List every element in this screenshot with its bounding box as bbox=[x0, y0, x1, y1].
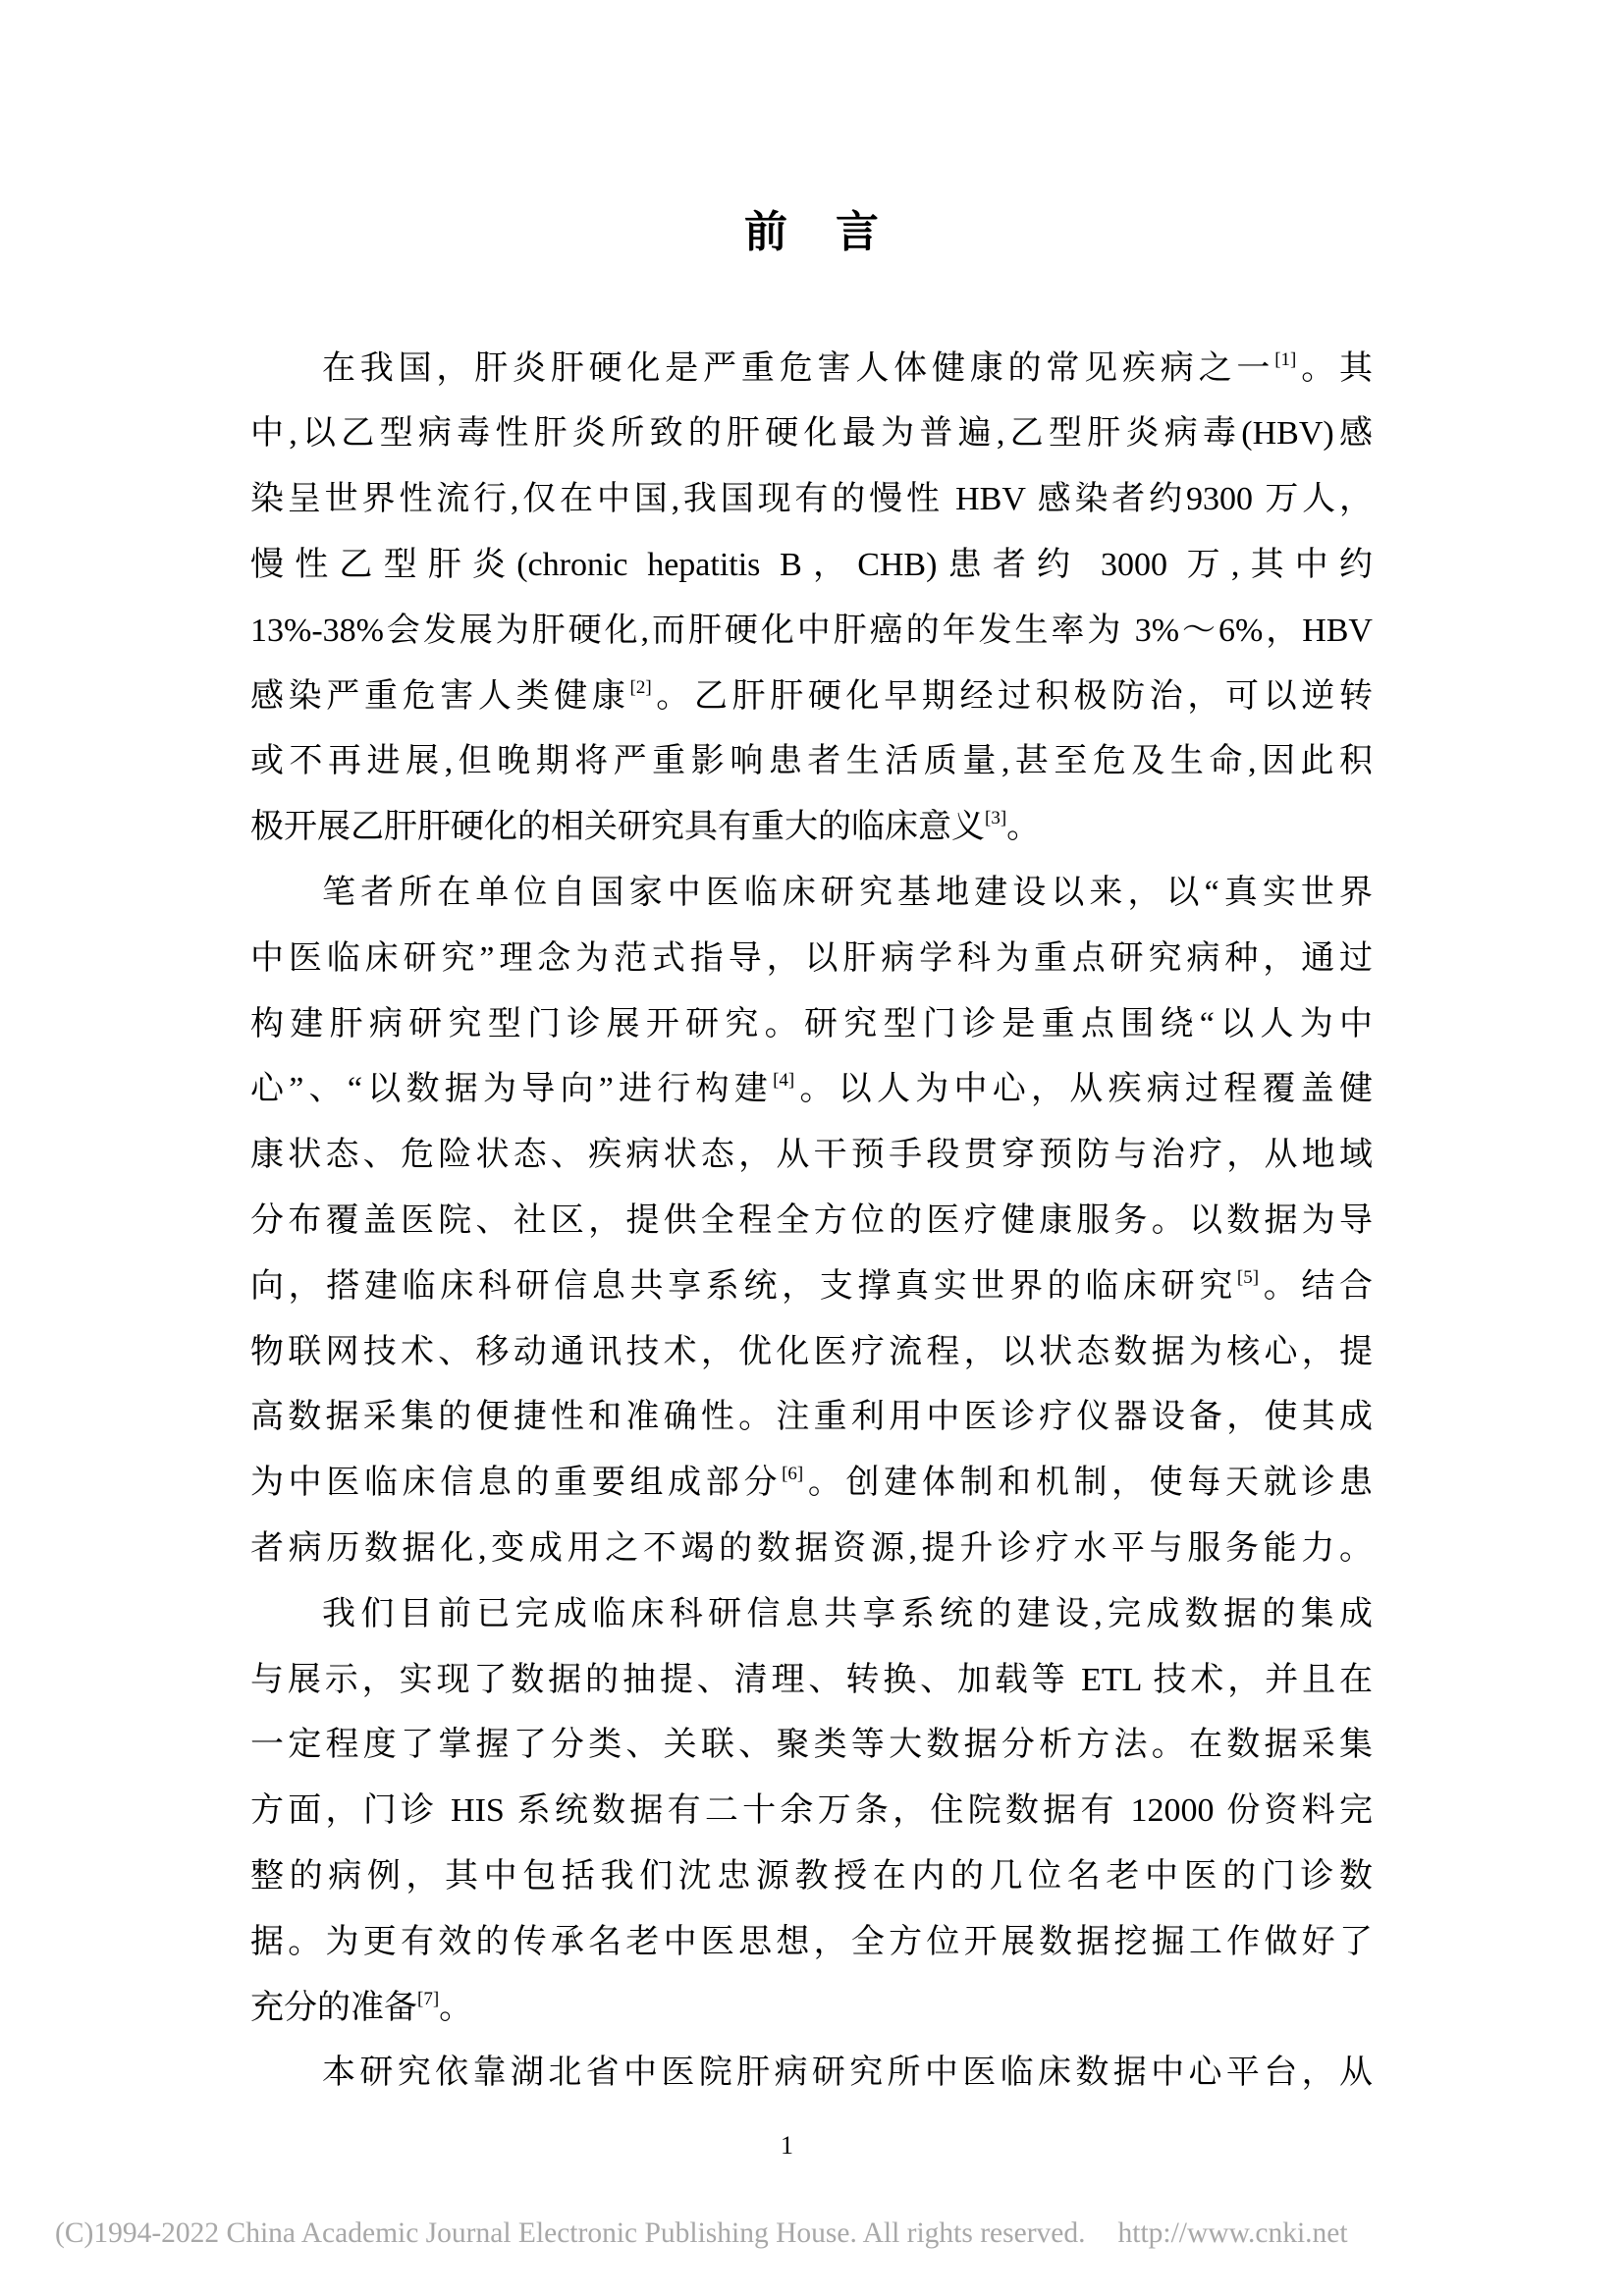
copyright-footer bbox=[55, 2218, 1348, 2248]
citation-ref: [7] bbox=[417, 1988, 440, 2009]
footer-url: http://www.cnki.net bbox=[1117, 2217, 1348, 2249]
text-line bbox=[250, 927, 1373, 992]
line-text: 构建肝病研究型门诊展开研究。研究型门诊是重点围绕“以人为中 bbox=[250, 1005, 1373, 1042]
line-text: 物联网技术、移动通讯技术，优化医疗流程，以状态数据为核心，提 bbox=[250, 1333, 1373, 1370]
line-text: 充分的准备 bbox=[250, 1989, 417, 2026]
text-line bbox=[250, 467, 1373, 533]
line-text-after: 。结合 bbox=[1259, 1267, 1373, 1305]
line-text: 整的病例，其中包括我们沈忠源教授在内的几位名老中医的门诊数 bbox=[250, 1857, 1373, 1895]
text-line bbox=[250, 729, 1373, 795]
line-text: 极开展乙肝肝硬化的相关研究具有重大的临床意义 bbox=[250, 809, 985, 846]
line-text-after: 。 bbox=[1006, 809, 1041, 846]
line-text: 分布覆盖医院、社区，提供全程全方位的医疗健康服务。以数据为导 bbox=[250, 1201, 1373, 1239]
line-text: 感染严重危害人类健康 bbox=[250, 677, 630, 715]
citation-ref: [4] bbox=[773, 1070, 795, 1092]
body-text bbox=[250, 337, 1373, 2108]
text-line bbox=[250, 1189, 1373, 1255]
text-line bbox=[250, 1123, 1373, 1189]
line-text-after: 。 bbox=[439, 1989, 473, 2026]
line-text-after: 。乙肝肝硬化早期经过积极防治，可以逆转 bbox=[651, 677, 1373, 715]
paragraph-4 bbox=[250, 2041, 1373, 2107]
line-text: 一定程度了掌握了分类、关联、聚类等大数据分析方法。在数据采集 bbox=[250, 1727, 1373, 1764]
text-line bbox=[250, 992, 1373, 1058]
line-text: 心”、“以数据为导向”进行构建 bbox=[250, 1071, 774, 1108]
text-line bbox=[250, 1255, 1373, 1320]
text-line bbox=[250, 1057, 1373, 1123]
text-line bbox=[250, 337, 1373, 402]
text-line bbox=[250, 861, 1373, 927]
line-text: 在我国，肝炎肝硬化是严重危害人体健康的常见疾病之一 bbox=[322, 349, 1275, 387]
text-line bbox=[250, 1582, 1373, 1648]
citation-ref: [5] bbox=[1236, 1266, 1260, 1288]
text-line bbox=[250, 1451, 1373, 1517]
line-text: 方面，门诊 HIS 系统数据有二十余万条，住院数据有 12000 份资料完 bbox=[250, 1792, 1373, 1830]
text-line bbox=[250, 1320, 1373, 1386]
line-text: 者病历数据化,变成用之不竭的数据资源,提升诊疗水平与服务能力。 bbox=[250, 1529, 1373, 1567]
line-text: 康状态、危险状态、疾病状态，从干预手段贯穿预防与治疗，从地域 bbox=[250, 1137, 1373, 1174]
text-line bbox=[250, 1779, 1373, 1844]
text-line bbox=[250, 1976, 1373, 2042]
text-line bbox=[250, 1517, 1373, 1582]
citation-ref: [6] bbox=[782, 1464, 804, 1485]
line-text: 中,以乙型病毒性肝炎所致的肝硬化最为普遍,乙型肝炎病毒(HBV)感 bbox=[250, 415, 1373, 453]
citation-ref: [2] bbox=[629, 676, 652, 698]
citation-ref: [3] bbox=[985, 808, 1007, 829]
line-text: 13%-38%会发展为肝硬化,而肝硬化中肝癌的年发生率为 3%～6%，HBV bbox=[250, 612, 1373, 649]
text-line bbox=[250, 2041, 1373, 2107]
line-text-after: 。其 bbox=[1296, 349, 1373, 387]
line-text-after: 。创建体制和机制，使每天就诊患 bbox=[803, 1465, 1373, 1502]
text-line bbox=[250, 1713, 1373, 1779]
paragraph-2 bbox=[250, 861, 1373, 1582]
line-text-after: 。以人为中心，从疾病过程覆盖健 bbox=[794, 1071, 1373, 1108]
text-line bbox=[250, 1385, 1373, 1451]
paragraph-3 bbox=[250, 1582, 1373, 2042]
line-text: 笔者所在单位自国家中医临床研究基地建设以来，以“真实世界 bbox=[322, 874, 1373, 911]
text-line bbox=[250, 533, 1373, 599]
line-text: 染呈世界性流行,仅在中国,我国现有的慢性 HBV 感染者约9300 万人， bbox=[250, 481, 1373, 518]
citation-ref: [1] bbox=[1274, 348, 1297, 370]
line-text: 与展示，实现了数据的抽提、清理、转换、加载等 ETL 技术，并且在 bbox=[250, 1661, 1373, 1698]
line-text: 为中医临床信息的重要组成部分 bbox=[250, 1465, 783, 1502]
paragraph-1 bbox=[250, 337, 1373, 861]
text-line bbox=[250, 401, 1373, 467]
text-line bbox=[250, 599, 1373, 665]
line-text: 慢性乙型肝炎(chronic hepatitis B，CHB)患者约 3000 万,其中约 bbox=[250, 546, 1373, 583]
line-text: 向，搭建临床科研信息共享系统，支撑真实世界的临床研究 bbox=[250, 1267, 1237, 1305]
copyright-text: (C)1994-2022 China Academic Journal Electronic Publishing House. All rights reserved. bbox=[55, 2217, 1086, 2249]
page-number: 1 bbox=[781, 2131, 793, 2160]
line-text: 中医临床研究”理念为范式指导，以肝病学科为重点研究病种，通过 bbox=[250, 939, 1373, 977]
text-line bbox=[250, 1648, 1373, 1714]
text-line bbox=[250, 1844, 1373, 1910]
page-title: 前 言 bbox=[744, 208, 879, 256]
text-line bbox=[250, 665, 1373, 730]
line-text: 据。为更有效的传承名老中医思想，全方位开展数据挖掘工作做好了 bbox=[250, 1923, 1373, 1960]
text-line bbox=[250, 1910, 1373, 1976]
line-text: 或不再进展,但晚期将严重影响患者生活质量,甚至危及生命,因此积 bbox=[250, 743, 1373, 780]
line-text: 我们目前已完成临床科研信息共享系统的建设,完成数据的集成 bbox=[322, 1595, 1373, 1632]
text-line bbox=[250, 795, 1373, 861]
line-text: 本研究依靠湖北省中医院肝病研究所中医临床数据中心平台，从 bbox=[322, 2055, 1373, 2092]
line-text: 高数据采集的便捷性和准确性。注重利用中医诊疗仪器设备，使其成 bbox=[250, 1399, 1373, 1436]
